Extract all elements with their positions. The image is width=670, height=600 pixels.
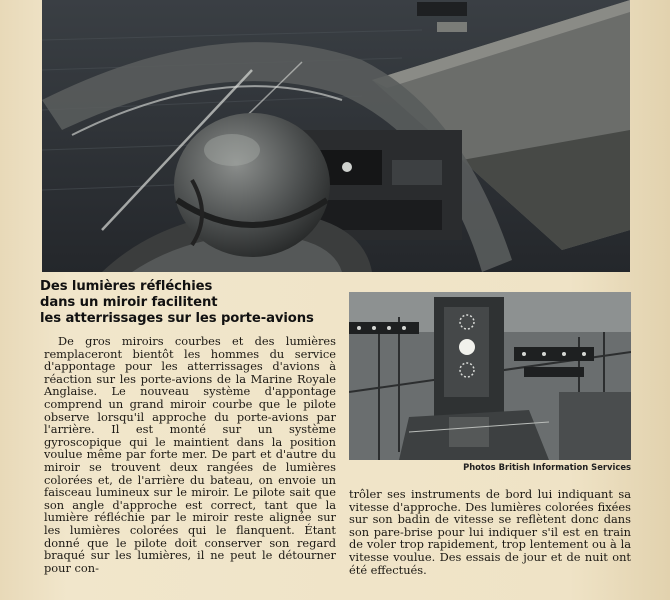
photo-credit: Photos British Information Services	[463, 462, 631, 472]
headline-line-1: Des lumières réfléchies	[40, 279, 213, 294]
article-body-column-2: trôler ses instruments de bord lui indiquant sa vitesse d'approche. Des lumières colorées fixées sur son badin de vitesse se reflètent donc dans son pare-brise pour lui indiquer s'il est en train de voler trop rapidement, trop lentement ou à la vitesse voulue. Des essais de jour et de nuit ont été effectués.	[349, 487, 631, 577]
article-body-column-1: De gros miroirs courbes et des lumières remplaceront bientôt les hommes du service d'appontage pour les atterrissages d'avions à réaction sur les porte-avions de la Marine Royale Anglaise. Le nouveau système d'appontage comprend un grand miroir courbe que le pilote observe lorsqu'il approche du porte-avions par l'arrière. Il est monté sur un système gyroscopique qui le maintient dans la position voulue même par forte mer. De part et d'autre du miroir se trouvent deux rangées de lumières colorées et, de l'arrière du bateau, on envoie un faisceau lumineux sur le miroir. Le pilote sait que son angle d'approche est correct, tant que la lumière réfléchie par le miroir reste alignée sur les lumières colorées qui le flanquent. Étant donné que le pilote doit conserver son regard braqué sur les lumières, il ne peut le détourner pour con-	[44, 334, 336, 575]
cockpit-photo	[42, 0, 630, 272]
mirror-landing-aid-photo	[349, 292, 631, 460]
headline-line-2: dans un miroir facilitent	[40, 295, 218, 310]
article-headline	[40, 279, 340, 327]
headline-line-3: les atterrissages sur les porte-avions	[40, 311, 314, 326]
